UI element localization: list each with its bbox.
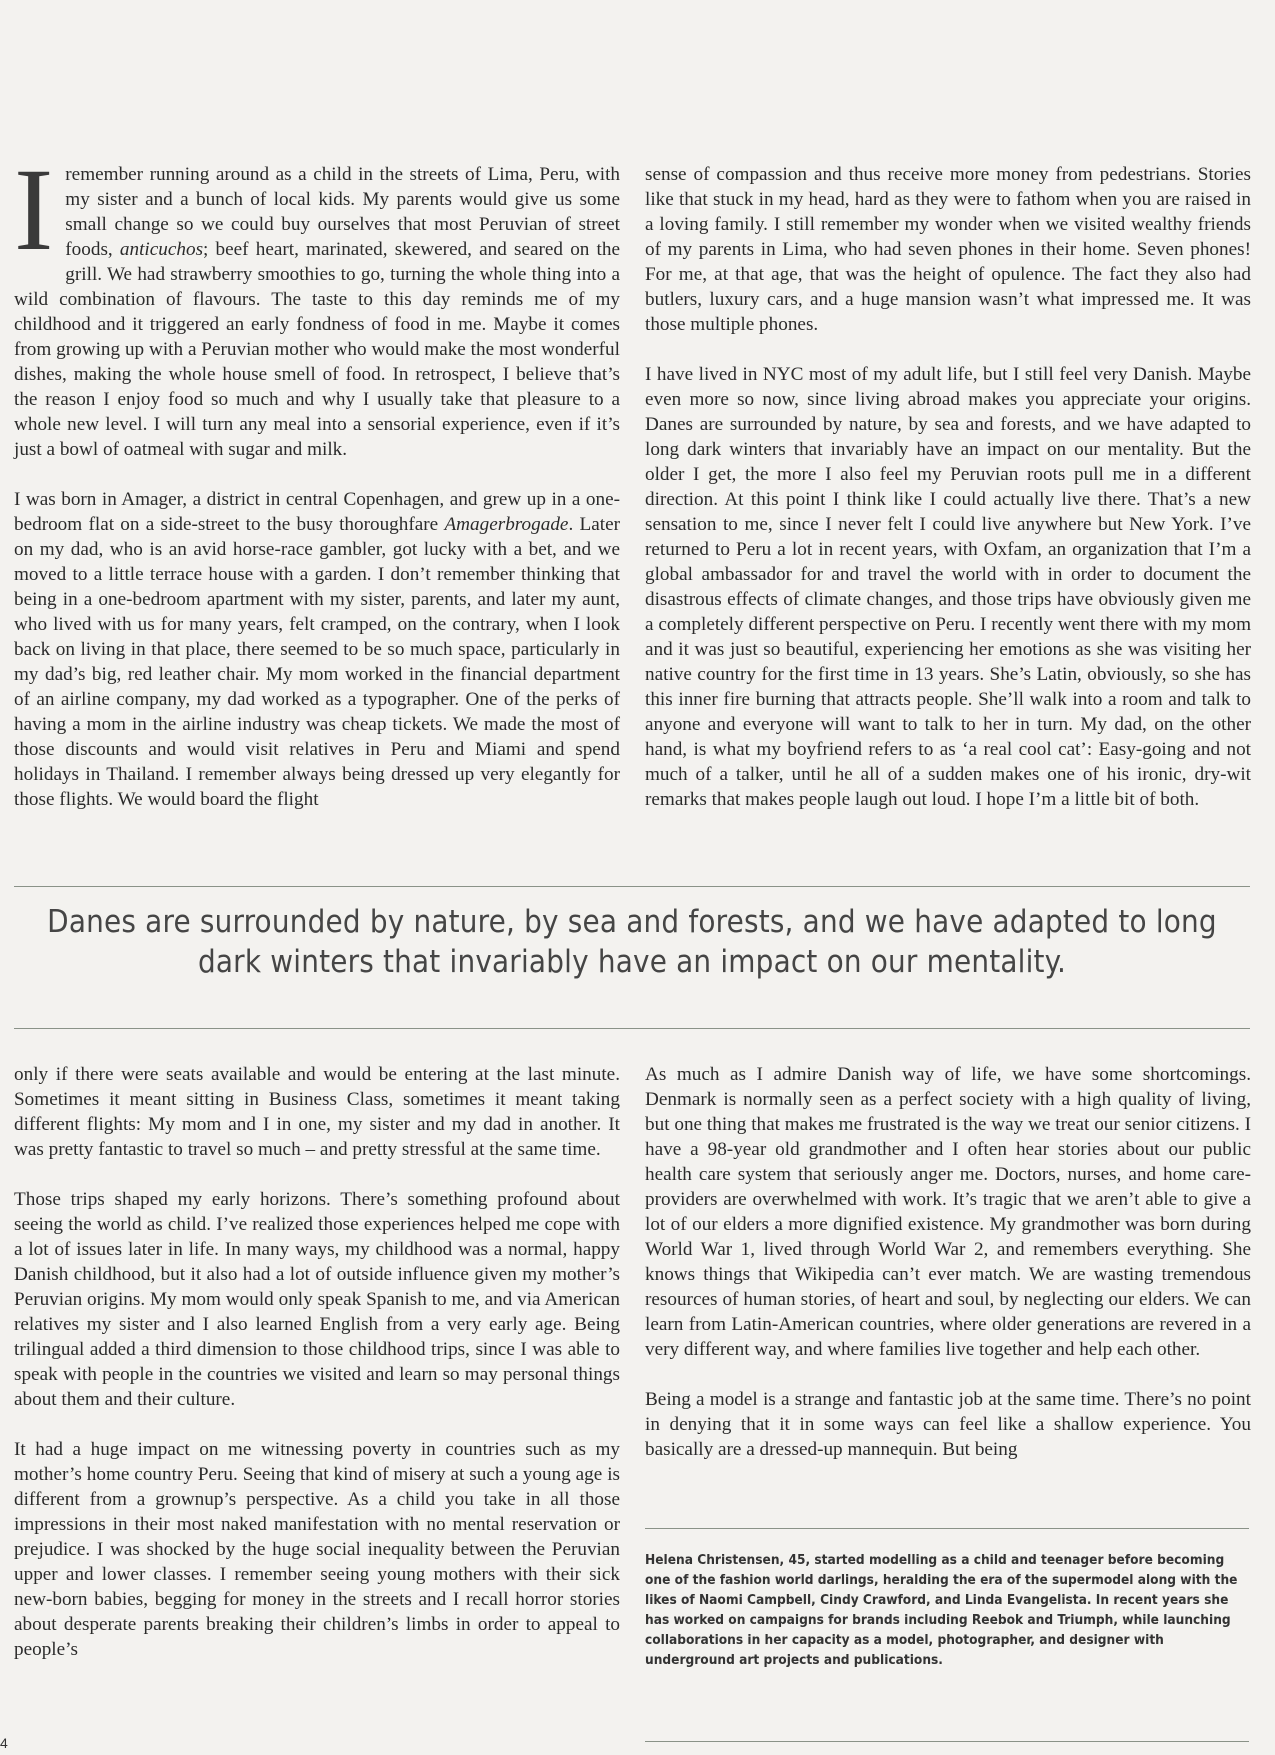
divider [645, 1741, 1249, 1742]
author-bio: Helena Christensen, 45, started modelling as a child and teenager before becoming one of the fashion world darlings, heralding the era of the supermodel along with the likes of Naomi Campbell, Cindy Crawford, and Linda Evangelista. In recent years she has worked on campaigns for brands including Reebok and Triumph, while launching collaborations in her capacity as a model, photographer, and designer with underground art projects and publications. [645, 1552, 1238, 1668]
paragraph: As much as I admire Danish way of life, we have some shortcomings. Denmark is normally seen as a perfect society with a high quality of living, but one thing that makes me frustrated is the way we treat our senior citizens. I have a 98-year old grandmother and I often hear stories about our public health care system that seriously anger me. Doctors, nurses, and home care-providers are overwhelmed with work. It’s tragic that we aren’t able to give a lot of our elders a more dignified existence. My grandmother was born during World War 1, lived through World War 2, and remembers everything. She knows things that Wikipedia can’t ever match. We are wasting tremendous resources of human stories, of heart and soul, by neglecting our elders. We can learn from Latin-American countries, where older generations are revered in a very different way, and where families live together and help each other. [645, 1064, 1251, 1360]
italic-term: anticuchos [119, 239, 204, 260]
page-number: 4 [0, 1735, 8, 1751]
paragraph: It had a huge impact on me witnessing poverty in countries such as my mother’s home country Peru. Seeing that kind of misery at such a young age is different from a grownup’s perspective. As a child you take in all those impressions in their most naked manifestation with no mental reservation or prejudice. I was shocked by the huge social inequality between the Peruvian upper and lower classes. I remember seeing young mothers with their sick new-born babies, begging for money in the streets and I recall horror stories about desperate parents breaking their children’s limbs in order to appeal to people’s [14, 1439, 620, 1660]
column-top-right [645, 162, 1251, 812]
divider [14, 1028, 1250, 1029]
paragraph: sense of compassion and thus receive more money from pedestrians. Stories like that stuck in my head, hard as they were to fathom when you are raised in a loving family. I still remember my wonder when we visited wealthy friends of my parents in Lima, who had seven phones in their home. Seven phones! For me, at that age, that was the height of opulence. The fact they also had butlers, luxury cars, and a huge mansion wasn’t what impressed me. It was those multiple phones. [645, 164, 1251, 335]
divider [645, 1528, 1249, 1529]
column-bottom-right [645, 1062, 1251, 1462]
text-run: remember running around as a child in the streets of Lima, Peru, with my sister and a bunch of local kids. My parents would give us some small change so we could buy ourselves that most Peruvian of street foods, [65, 164, 620, 260]
paragraph [14, 144, 620, 462]
paragraph [14, 487, 620, 812]
column-bottom-left [14, 1062, 620, 1662]
text-run: I was born in Amager, a district in central Copenhagen, and grew up in a one-bedroom flat on a side-street to the busy thoroughfare [14, 489, 620, 535]
paragraph: Being a model is a strange and fantastic job at the same time. There’s no point in denying that it in some ways can feel like a shallow experience. You basically are a dressed-up mannequin. But being [645, 1389, 1251, 1460]
pull-quote: Danes are surrounded by nature, by sea and forests, and we have adapted to long dark winters that invariably have an impact on our mentality. [47, 904, 1217, 980]
paragraph: Those trips shaped my early horizons. There’s something profound about seeing the world as child. I’ve realized those experiences helped me cope with a lot of issues later in life. In many ways, my childhood was a normal, happy Danish childhood, but it also had a lot of outside influence given my mother’s Peruvian origins. My mom would only speak Spanish to me, and via American relatives my sister and I also learned English from a very early age. Being trilingual added a third dimension to those childhood trips, since I was able to speak with people in the countries we visited and learn so may personal things about them and their culture. [14, 1189, 620, 1410]
text-run: . Later on my dad, who is an avid horse-race gambler, got lucky with a bet, and we moved to a little terrace house with a garden. I don’t remember thinking that being in a one-bedroom apartment with my sister, parents, and later my aunt, who lived with us for many years, felt cramped, on the contrary, when I look back on living in that place, there seemed to be so much space, particularly in my dad’s big, red leather chair. My mom worked in the financial department of an airline company, my dad worked as a typographer. One of the perks of having a mom in the airline industry was cheap tickets. We made the most of those discounts and would visit relatives in Peru and Miami and spend holidays in Thailand. I remember always being dressed up very elegantly for those flights. We would board the flight [14, 514, 620, 810]
divider [14, 886, 1250, 887]
paragraph: I have lived in NYC most of my adult life, but I still feel very Danish. Maybe even more so now, since living abroad makes you appreciate your origins. Danes are surrounded by nature, by sea and forests, and we have adapted to long dark winters that invariably have an impact on our mentality. But the older I get, the more I also feel my Peruvian roots pull me in a different direction. At this point I think like I could actually live there. That’s a new sensation to me, since I never felt I could live anywhere but New York. I’ve returned to Peru a lot in recent years, with Oxfam, an organization that I’m a global ambassador for and travel the world with in order to document the disastrous effects of climate changes, and those trips have obviously given me a completely different perspective on Peru. I recently went there with my mom and it was just so beautiful, experiencing her emotions as she was visiting her native country for the first time in 13 years. She’s Latin, obviously, so she has this inner fire burning that attracts people. She’ll walk into a room and talk to anyone and everyone will want to talk to her in turn. My dad, on the other hand, is what my boyfriend refers to as ‘a real cool cat’: Easy-going and not much of a talker, until he all of a sudden makes one of his ironic, dry-wit remarks that makes people laugh out loud. I hope I’m a little bit of both. [645, 364, 1251, 810]
drop-cap: I [14, 144, 54, 275]
text-run: ; beef heart, marinated, skewered, and seared on the grill. We had strawberry smoothies to go, turning the whole thing into a wild combination of flavours. The taste to this day reminds me of my childhood and it triggered an early fondness of food in me. Maybe it comes from growing up with a Peruvian mother who would make the most wonderful dishes, making the whole house smell of food. In retrospect, I believe that’s the reason I enjoy food so much and why I usually take that pleasure to a whole new level. I will turn any meal into a sensorial experience, even if it’s just a bowl of oatmeal with sugar and milk. [14, 239, 620, 460]
italic-term: Amagerbrogade [444, 514, 569, 535]
column-top-left [14, 144, 620, 812]
paragraph: only if there were seats available and would be entering at the last minute. Sometimes it meant sitting in Business Class, sometimes it meant taking different flights: My mom and I in one, my sister and my dad in another. It was pretty fantastic to travel so much – and pretty stressful at the same time. [14, 1064, 620, 1160]
